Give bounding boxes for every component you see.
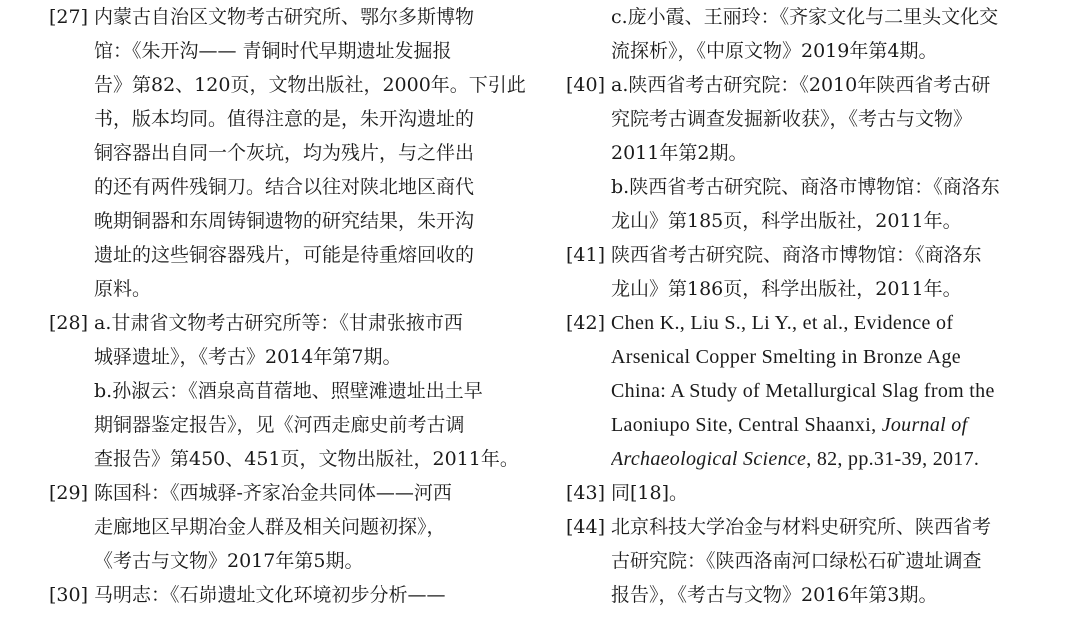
reference-line: 报告》，《考古与文物》2016年第3期。 [611, 584, 938, 606]
reference-line [611, 408, 1034, 442]
reference-text [94, 476, 515, 578]
reference-entry [49, 578, 515, 612]
reference-number: [29] [49, 482, 89, 504]
reference-number: [43] [566, 482, 606, 504]
reference-number: [27] [49, 6, 89, 28]
reference-text-segment: Laoniupo Site, Central Shaanxi, [611, 414, 877, 436]
reference-line: 遗址的这些铜容器残片，可能是待重熔回收的 [94, 244, 475, 266]
reference-line: 马明志：《石峁遗址文化环境初步分析—— [94, 584, 446, 606]
reference-entry [566, 306, 1034, 476]
reference-text [94, 306, 519, 476]
reference-entry [566, 238, 1034, 306]
reference-line: 龙山》第185页，科学出版社，2011年。 [611, 210, 962, 232]
reference-text [94, 578, 515, 612]
reference-line: 同[18]。 [611, 482, 689, 504]
right-column [566, 0, 1034, 612]
reference-number: [30] [49, 584, 89, 606]
reference-line: Chen K., Liu S., Li Y., et al., Evidence of [611, 312, 954, 334]
reference-line: 《考古与文物》2017年第5期。 [94, 550, 364, 572]
reference-line: 馆：《朱开沟—— 青铜时代早期遗址发掘报 [94, 40, 452, 62]
reference-line: 究院考古调查发掘新收获》，《考古与文物》 [611, 108, 973, 130]
reference-line: 铜容器出自同一个灰坑，均为残片，与之伴出 [94, 142, 475, 164]
reference-entry [566, 476, 1034, 510]
reference-entry [49, 0, 526, 306]
reference-text [611, 68, 1034, 238]
left-column [49, 0, 526, 612]
reference-line: 走廊地区早期冶金人群及相关问题初探》， [94, 516, 446, 538]
reference-line: 城驿遗址》，《考古》2014年第7期。 [94, 346, 402, 368]
reference-number: [28] [49, 312, 89, 334]
reference-line: 北京科技大学冶金与材料史研究所、陕西省考 [611, 516, 992, 538]
reference-line: a.甘肃省文物考古研究所等：《甘肃张掖市西 [94, 312, 463, 334]
reference-text [94, 0, 526, 306]
reference-line: 2011年第2期。 [611, 142, 748, 164]
reference-line: Arsenical Copper Smelting in Bronze Age [611, 346, 961, 368]
reference-text-segment: , 82, pp.31-39, 2017. [806, 448, 980, 470]
reference-entry [49, 306, 519, 476]
reference-line: b.陕西省考古研究院、商洛市博物馆：《商洛东 [611, 176, 1000, 198]
reference-line: China: A Study of Metallurgical Slag from the [611, 380, 995, 402]
reference-text [611, 238, 1034, 306]
reference-line: 流探析》，《中原文物》2019年第4期。 [611, 40, 938, 62]
reference-line: b.孙淑云：《酒泉高苜蓿地、照壁滩遗址出土早 [94, 380, 483, 402]
reference-number: [44] [566, 516, 606, 538]
reference-number: [42] [566, 312, 606, 334]
reference-line: 查报告》第450、451页，文物出版社，2011年。 [94, 448, 519, 470]
reference-line: 告》第82、120页，文物出版社，2000年。下引此 [94, 74, 526, 96]
reference-line: 陕西省考古研究院、商洛市博物馆：《商洛东 [611, 244, 982, 266]
reference-line: 期铜器鉴定报告》，见《河西走廊史前考古调 [94, 414, 465, 436]
reference-number: [40] [566, 74, 606, 96]
reference-line: a.陕西省考古研究院：《2010年陕西省考古研 [611, 74, 991, 96]
journal-title: Archaeological Science [611, 448, 807, 470]
reference-line: c.庞小霞、王丽玲：《齐家文化与二里头文化交 [611, 6, 999, 28]
reference-line: 陈国科：《西城驿-齐家冶金共同体——河西 [94, 482, 452, 504]
reference-entry [566, 0, 1034, 68]
reference-line: 晚期铜器和东周铸铜遗物的研究结果，朱开沟 [94, 210, 475, 232]
reference-line: 书，版本均同。值得注意的是，朱开沟遗址的 [94, 108, 475, 130]
reference-line: 的还有两件残铜刀。结合以往对陕北地区商代 [94, 176, 475, 198]
reference-line [611, 442, 1034, 476]
reference-text [611, 476, 1034, 510]
reference-text [611, 0, 1034, 68]
journal-title: Journal of [881, 414, 968, 436]
reference-line: 原料。 [94, 278, 152, 300]
reference-line: 古研究院：《陕西洛南河口绿松石矿遗址调查 [611, 550, 982, 572]
reference-number: [41] [566, 244, 606, 266]
reference-text [611, 306, 1034, 476]
reference-entry [566, 68, 1034, 238]
reference-line: 内蒙古自治区文物考古研究所、鄂尔多斯博物 [94, 6, 475, 28]
reference-entry [566, 510, 1034, 612]
reference-text [611, 510, 1034, 612]
reference-line: 龙山》第186页，科学出版社，2011年。 [611, 278, 962, 300]
reference-entry [49, 476, 515, 578]
